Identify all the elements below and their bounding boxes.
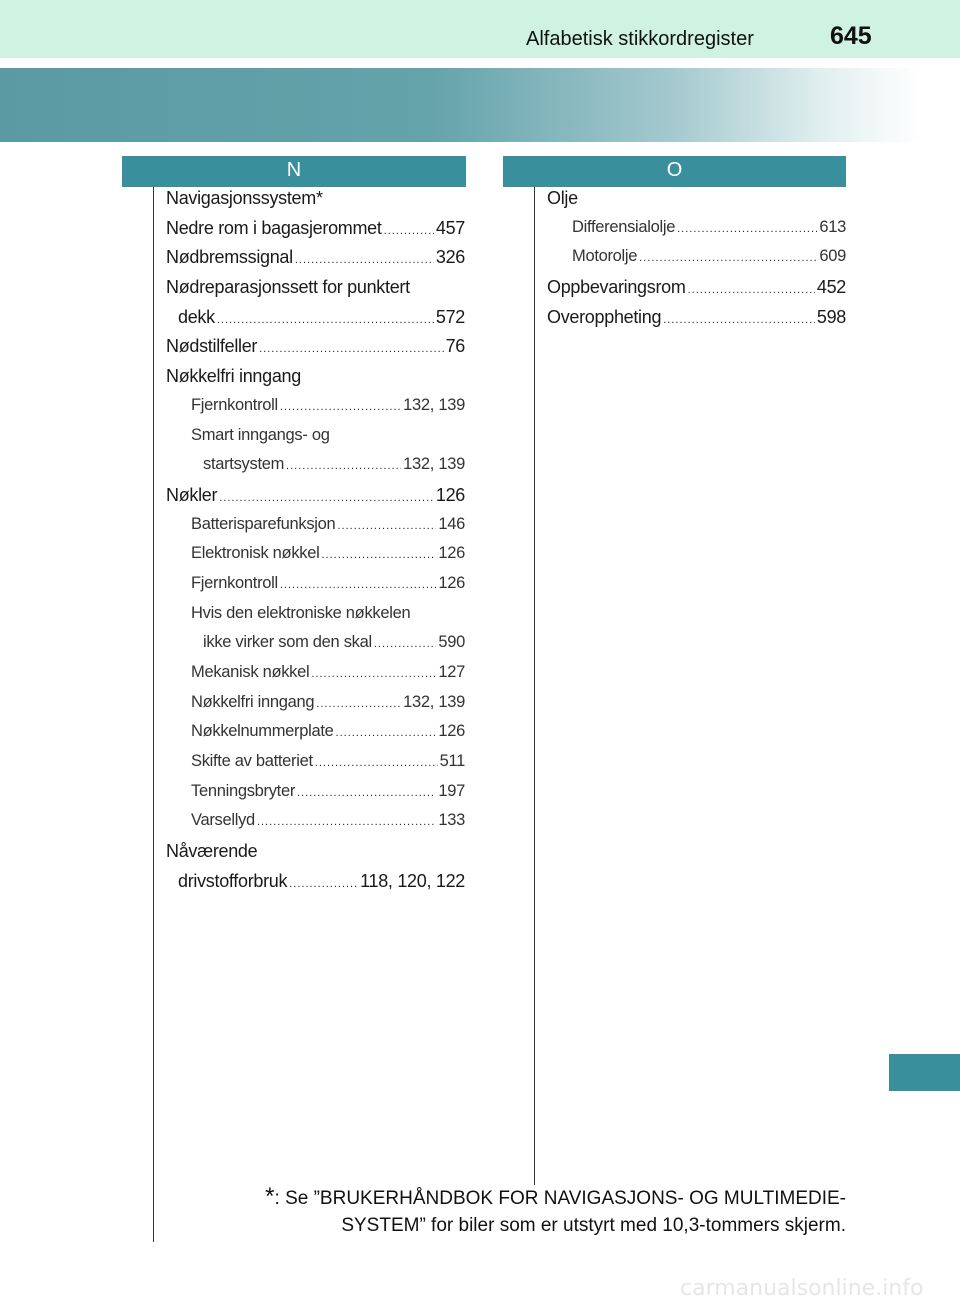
index-entry [166,247,465,277]
index-entry-page[interactable]: 197 [438,781,465,800]
index-entry [166,515,465,545]
index-entry-label: drivstofforbruk [178,870,288,891]
index-entry-label: Varsellyd [191,811,255,830]
index-entry-page[interactable]: 118, 120, 122 [360,870,465,891]
dot-leader [259,343,443,355]
index-column-o [547,188,846,336]
footnote-line-1: : Se ”BRUKERHÅNDBOK FOR NAVIGASJONS- OG MULTIMEDIE- [274,1188,846,1209]
index-entry-label: Nedre rom i bagasjerommet [166,217,382,238]
index-entry [166,722,465,752]
footnote [170,1183,846,1239]
index-entry-page[interactable]: 126 [438,722,465,741]
index-entry-page[interactable]: 572 [435,306,465,327]
index-entry-page[interactable]: 76 [445,336,465,357]
index-entry [166,663,465,693]
index-entry-label: Nøkkelfri inngang [166,366,301,387]
column-divider-left [153,187,154,1242]
dot-leader [257,816,436,828]
index-entry [166,782,465,812]
index-entry-label: Navigasjonssystem* [166,188,323,208]
dot-leader [639,252,817,264]
index-entry [547,218,846,248]
index-entry-page[interactable]: 132, 139 [403,455,465,474]
watermark-text: carmanualsonline.info [680,1276,924,1301]
index-entry-label: Differensialolje [572,217,676,236]
dot-leader [280,579,436,591]
index-entry-page[interactable]: 132, 139 [403,692,465,711]
index-entry-label: Batterisparefunksjon [191,514,336,533]
index-entry-page[interactable]: 126 [438,544,465,563]
index-entry-page[interactable]: 590 [438,633,465,652]
index-entry-label: Nødbremssignal [166,247,293,268]
index-entry-label: Hvis den elektroniske nøkkelen [191,603,411,622]
index-entry [166,871,465,901]
index-entry-label: Elektronisk nøkkel [191,544,320,563]
index-entry [166,752,465,782]
dot-leader [384,225,434,237]
page-number: 645 [830,22,872,50]
index-entry [166,544,465,574]
index-entry-label: Overoppheting [547,306,662,327]
page-header [0,0,960,58]
index-entry [166,307,465,337]
index-entry [166,574,465,604]
index-entry-label: Nøkler [166,484,218,505]
index-entry-label: Fjernkontroll [191,395,278,414]
dot-leader [286,460,401,472]
index-entry-label: Nåværende [166,841,258,862]
index-entry-page[interactable]: 511 [439,752,465,771]
index-entry [166,218,465,248]
index-entry-label: Nøkkelnummerplate [191,722,334,741]
dot-leader [217,314,434,326]
dot-leader [316,698,401,710]
index-entry-page[interactable]: 613 [819,217,846,236]
column-divider-middle [534,187,535,1185]
dot-leader [311,668,436,680]
index-entry-label: Tenningsbryter [191,781,296,800]
index-entry-page[interactable]: 598 [816,306,846,327]
footnote-line-2: SYSTEM” for biler som er utstyrt med 10,3-tommers skjerm. [341,1215,846,1236]
dot-leader [321,549,436,561]
index-entry [166,396,465,426]
index-entry-page[interactable]: 132, 139 [403,395,465,414]
dot-leader [663,314,815,326]
dot-leader [289,878,358,890]
dot-leader [677,223,817,235]
index-entry [166,455,465,485]
chapter-tab[interactable] [889,1054,960,1091]
dot-leader [315,757,438,769]
index-column-n [166,188,465,901]
index-entry-page[interactable]: 452 [816,277,846,298]
index-entry [547,277,846,307]
index-entry-label: Oppbevaringsrom [547,277,686,298]
dot-leader [688,284,815,296]
dot-leader [297,787,436,799]
index-entry [166,841,465,871]
index-entry [166,336,465,366]
index-entry-page[interactable]: 133 [438,811,465,830]
section-banner [0,68,960,142]
letter-header-o: O [503,156,846,187]
index-entry [166,188,465,218]
index-entry [166,485,465,515]
index-entry-page[interactable]: 326 [435,247,465,268]
index-entry-label: ikke virker som den skal [203,633,372,652]
page-title: Alfabetisk stikkordregister [526,28,754,50]
index-entry [166,693,465,723]
dot-leader [336,727,437,739]
index-entry-label: Motorolje [572,247,638,266]
dot-leader [374,638,437,650]
index-entry [547,188,846,218]
index-entry-page[interactable]: 146 [438,514,465,533]
index-entry-label: Nødstilfeller [166,336,258,357]
index-entry-page[interactable]: 609 [819,247,846,266]
dot-leader [295,254,434,266]
index-entry-label: Smart inngangs- og [191,425,330,444]
index-entry [166,426,465,456]
index-entry-label: startsystem [203,455,285,474]
dot-leader [219,492,434,504]
index-entry-page[interactable]: 457 [435,217,465,238]
index-entry-page[interactable]: 127 [438,663,465,681]
index-entry-label: Skifte av batteriet [191,752,313,771]
index-entry [166,811,465,841]
index-entry [166,633,465,663]
index-entry [166,604,465,634]
index-entry [166,366,465,396]
index-entry [547,247,846,277]
index-entry [547,307,846,337]
index-entry-label: Nøkkelfri inngang [191,692,315,711]
index-entry-label: Olje [547,188,578,208]
index-entry-label: dekk [178,306,215,327]
index-entry-label: Fjernkontroll [191,573,278,592]
index-entry-page[interactable]: 126 [435,484,465,505]
index-entry-page[interactable]: 126 [438,573,465,592]
index-entry [166,277,465,307]
dot-leader [337,520,436,532]
letter-header-n: N [122,156,466,187]
index-entry-label: Nødreparasjonssett for punktert [166,277,410,298]
index-entry-label: Mekanisk nøkkel [191,663,310,681]
dot-leader [280,401,401,413]
footnote-marker: * [265,1183,275,1210]
